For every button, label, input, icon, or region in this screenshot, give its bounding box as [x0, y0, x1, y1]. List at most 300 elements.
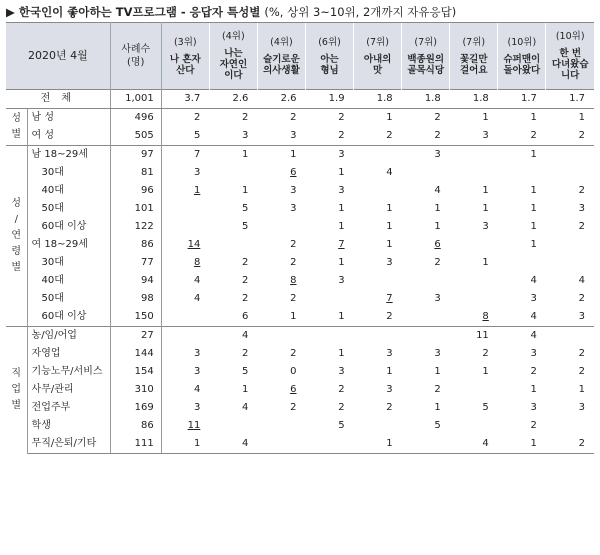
table-cell	[209, 399, 257, 417]
cell-value: 2	[242, 293, 249, 304]
row-label: 자영업	[27, 345, 110, 363]
cell-value: 2	[434, 384, 441, 395]
table-cell	[257, 182, 305, 200]
table-cell	[305, 127, 353, 146]
cell-value: 1	[338, 311, 345, 322]
group-label-char: 별	[11, 400, 22, 412]
table-cell	[354, 363, 402, 381]
cell-value: 1	[434, 203, 441, 214]
cell-value: 1	[242, 149, 249, 160]
table-row	[6, 236, 594, 254]
table-cell	[161, 254, 209, 272]
table-cell	[402, 363, 450, 381]
cell-value: 3	[290, 130, 297, 141]
row-label: 남 18~29세	[27, 146, 110, 165]
table-cell	[402, 200, 450, 218]
cell-value: 2	[530, 130, 537, 141]
sample-size-label: 사례수	[121, 44, 151, 55]
table-cell	[354, 399, 402, 417]
table-cell	[354, 327, 402, 346]
table-cell	[209, 308, 257, 327]
table-cell	[161, 363, 209, 381]
row-label: 30대	[27, 254, 110, 272]
table-cell	[546, 381, 594, 399]
cell-value: 1	[386, 221, 393, 232]
row-label: 여 18~29세	[27, 236, 110, 254]
cell-value: 1	[338, 203, 345, 214]
cell-value: 8	[193, 257, 201, 268]
table-cell	[450, 127, 498, 146]
table-cell	[546, 127, 594, 146]
total-label: 전 체	[6, 90, 110, 109]
cell-value: 1	[530, 203, 537, 214]
cell-value: 3	[193, 402, 201, 413]
table-cell	[209, 435, 257, 454]
table-cell: 1.7	[498, 90, 546, 109]
table-cell	[354, 127, 402, 146]
table-cell	[450, 254, 498, 272]
cell-value: 1	[386, 438, 393, 449]
table-cell	[257, 399, 305, 417]
cell-value: 3	[338, 185, 345, 196]
table-cell	[209, 254, 257, 272]
row-label: 기능노무/서비스	[27, 363, 110, 381]
cell-value: 6	[242, 311, 249, 322]
table-cell	[498, 109, 546, 128]
table-cell	[305, 182, 353, 200]
table-cell	[402, 254, 450, 272]
table-cell	[354, 164, 402, 182]
table-cell	[498, 327, 546, 346]
table-cell	[450, 218, 498, 236]
group-label-char: 별	[11, 262, 22, 273]
table-cell	[546, 345, 594, 363]
page-title	[6, 4, 456, 20]
table-cell	[546, 146, 594, 165]
table-cell	[209, 146, 257, 165]
table-cell	[498, 363, 546, 381]
cell-value: 1	[482, 257, 489, 268]
row-label: 30대	[27, 164, 110, 182]
table-cell	[498, 127, 546, 146]
cell-value: 2	[578, 438, 585, 449]
program-header: (6위) 아는 형님	[305, 23, 353, 90]
cell-value: 4	[530, 330, 537, 341]
table-cell	[257, 218, 305, 236]
cell-value: 1	[193, 185, 201, 196]
table-cell	[498, 200, 546, 218]
table-body	[6, 90, 594, 454]
sample-size-unit: (명)	[126, 57, 145, 68]
table-cell	[161, 290, 209, 308]
cell-value: 1	[530, 384, 537, 395]
cell-value: 1	[482, 112, 489, 123]
table-cell	[161, 182, 209, 200]
row-label: 사무/관리	[27, 381, 110, 399]
cell-value: 4	[530, 311, 537, 322]
table-cell	[257, 254, 305, 272]
results-table	[6, 22, 594, 454]
table-cell	[498, 146, 546, 165]
table-cell	[257, 272, 305, 290]
table-cell	[305, 290, 353, 308]
table-cell	[354, 182, 402, 200]
sample-size: 77	[110, 254, 161, 272]
table-cell	[450, 363, 498, 381]
cell-value: 3	[242, 130, 249, 141]
group-label-char: 업	[11, 384, 22, 396]
table-cell	[450, 272, 498, 290]
cell-value: 2	[578, 366, 585, 377]
table-cell	[305, 345, 353, 363]
cell-value: 4	[434, 185, 441, 196]
cell-value: 3	[434, 149, 441, 160]
table-cell	[305, 399, 353, 417]
table-cell: 3.7	[161, 90, 209, 109]
table-cell	[450, 345, 498, 363]
table-cell	[305, 109, 353, 128]
program-header: (7위) 백종원의 골목식당	[402, 23, 450, 90]
cell-value: 3	[530, 348, 537, 359]
table-cell	[305, 236, 353, 254]
table-row	[6, 290, 594, 308]
table-row	[6, 417, 594, 435]
cell-value: 4	[242, 438, 249, 449]
table-row	[6, 272, 594, 290]
table-row	[6, 218, 594, 236]
table-cell	[498, 164, 546, 182]
cell-value: 6	[434, 239, 441, 250]
cell-value: 1	[338, 221, 345, 232]
cell-value: 1	[530, 239, 537, 250]
table-cell	[354, 254, 402, 272]
table-cell	[450, 200, 498, 218]
table-cell: 1.8	[450, 90, 498, 109]
table-row	[6, 381, 594, 399]
table-cell	[305, 308, 353, 327]
table-cell	[402, 109, 450, 128]
table-cell	[546, 218, 594, 236]
cell-value: 1	[482, 366, 489, 377]
table-cell	[257, 435, 305, 454]
cell-value: 4	[193, 384, 201, 395]
table-cell	[546, 254, 594, 272]
cell-value: 1	[386, 203, 393, 214]
table-cell	[498, 182, 546, 200]
table-cell	[354, 345, 402, 363]
table-row	[6, 327, 594, 346]
table-row	[6, 254, 594, 272]
table-cell	[450, 236, 498, 254]
table-row	[6, 182, 594, 200]
table-cell	[161, 272, 209, 290]
table-cell	[354, 435, 402, 454]
cell-value: 2	[242, 348, 249, 359]
group-label-char: 직	[11, 368, 22, 380]
table-cell	[402, 272, 450, 290]
cell-value: 2	[338, 402, 345, 413]
cell-value: 1	[242, 185, 249, 196]
cell-value: 2	[290, 402, 297, 413]
table-cell	[402, 218, 450, 236]
table-cell	[402, 435, 450, 454]
table-cell	[546, 327, 594, 346]
program-header: (7위) 아내의 맛	[354, 23, 402, 90]
table-cell	[305, 146, 353, 165]
cell-value: 5	[482, 402, 489, 413]
sample-size: 144	[110, 345, 161, 363]
cell-value: 3	[482, 221, 489, 232]
cell-value: 2	[290, 239, 297, 250]
cell-value: 4	[242, 402, 249, 413]
cell-value: 1	[290, 149, 297, 160]
table-cell	[209, 236, 257, 254]
table-cell	[546, 417, 594, 435]
cell-value: 3	[193, 348, 201, 359]
row-label: 60대 이상	[27, 218, 110, 236]
table-cell: 1.8	[354, 90, 402, 109]
table-cell	[402, 399, 450, 417]
table-cell	[354, 200, 402, 218]
table-cell	[498, 218, 546, 236]
cell-value: 2	[338, 130, 345, 141]
table-cell	[546, 363, 594, 381]
cell-value: 2	[578, 348, 585, 359]
cell-value: 2	[386, 311, 393, 322]
sample-size: 101	[110, 200, 161, 218]
table-cell	[402, 417, 450, 435]
cell-value: 14	[187, 239, 201, 250]
table-cell	[257, 417, 305, 435]
sample-size: 27	[110, 327, 161, 346]
table-cell	[161, 164, 209, 182]
table-cell: 2.6	[257, 90, 305, 109]
cell-value: 1	[338, 167, 345, 178]
table-cell	[450, 435, 498, 454]
table-cell	[257, 200, 305, 218]
cell-value: 2	[578, 293, 585, 304]
table-cell	[450, 109, 498, 128]
table-cell	[402, 127, 450, 146]
program-header: (10위) 슈퍼맨이 돌아왔다	[498, 23, 546, 90]
table-cell	[546, 109, 594, 128]
table-cell	[305, 164, 353, 182]
table-cell	[209, 200, 257, 218]
row-label: 40대	[27, 182, 110, 200]
sample-size-header	[110, 23, 161, 90]
row-label: 남 성	[27, 109, 110, 128]
sample-size: 1,001	[110, 90, 161, 109]
table-cell	[257, 363, 305, 381]
cell-value: 4	[578, 275, 585, 286]
total-row	[6, 90, 594, 109]
table-cell	[161, 127, 209, 146]
table-cell	[498, 308, 546, 327]
cell-value: 3	[338, 149, 345, 160]
sample-size: 496	[110, 109, 161, 128]
cell-value: 11	[187, 420, 201, 431]
table-cell	[450, 290, 498, 308]
cell-value: 2	[434, 130, 441, 141]
cell-value: 3	[434, 348, 441, 359]
cell-value: 1	[386, 366, 393, 377]
cell-value: 2	[578, 130, 585, 141]
table-cell	[546, 290, 594, 308]
sample-size: 96	[110, 182, 161, 200]
cell-value: 3	[338, 275, 345, 286]
table-cell	[305, 218, 353, 236]
sample-size: 111	[110, 435, 161, 454]
cell-value: 3	[578, 311, 585, 322]
table-cell	[498, 381, 546, 399]
program-header: (10위) 한 번 다녀왔습 니다	[546, 23, 594, 90]
cell-value: 1	[530, 149, 537, 160]
table-cell: 2.6	[209, 90, 257, 109]
table-cell	[305, 381, 353, 399]
cell-value: 6	[290, 384, 297, 395]
table-cell	[450, 399, 498, 417]
program-header: (4위) 나는 자연인 이다	[209, 23, 257, 90]
sample-size: 94	[110, 272, 161, 290]
cell-value: 2	[338, 112, 345, 123]
table-cell	[305, 327, 353, 346]
table-cell	[161, 218, 209, 236]
cell-value: 2	[290, 112, 297, 123]
table-cell	[305, 435, 353, 454]
cell-value: 2	[290, 293, 297, 304]
table-cell	[498, 399, 546, 417]
cell-value: 7	[338, 239, 345, 250]
cell-value: 2	[290, 348, 297, 359]
sample-size: 98	[110, 290, 161, 308]
cell-value: 2	[578, 221, 585, 232]
cell-value: 2	[434, 257, 441, 268]
sample-size: 122	[110, 218, 161, 236]
cell-value: 5	[434, 420, 441, 431]
table-cell	[498, 345, 546, 363]
cell-value: 1	[242, 384, 249, 395]
table-row	[6, 164, 594, 182]
table-row	[6, 399, 594, 417]
table-cell	[402, 345, 450, 363]
table-cell	[354, 381, 402, 399]
cell-value: 2	[242, 112, 249, 123]
cell-value: 5	[193, 130, 201, 141]
table-cell	[305, 200, 353, 218]
table-cell	[209, 127, 257, 146]
sample-size: 154	[110, 363, 161, 381]
cell-value: 3	[386, 348, 393, 359]
table-cell	[546, 272, 594, 290]
cell-value: 2	[193, 112, 201, 123]
table-cell	[498, 435, 546, 454]
row-label: 농/임/어업	[27, 327, 110, 346]
table-row	[6, 435, 594, 454]
cell-value: 1	[482, 185, 489, 196]
cell-value: 5	[242, 366, 249, 377]
table-row	[6, 127, 594, 146]
row-label: 학생	[27, 417, 110, 435]
table-cell: 1.7	[546, 90, 594, 109]
table-cell	[498, 417, 546, 435]
group-label-char: 령	[11, 246, 22, 257]
group-label-char: /	[14, 214, 18, 225]
sample-size: 310	[110, 381, 161, 399]
table-cell	[161, 381, 209, 399]
table-cell	[209, 272, 257, 290]
table-cell	[257, 290, 305, 308]
cell-value: 0	[290, 366, 297, 377]
program-header: (4위) 슬기로운 의사생활	[257, 23, 305, 90]
row-label: 50대	[27, 200, 110, 218]
table-cell	[450, 182, 498, 200]
table-row	[6, 109, 594, 128]
cell-value: 3	[290, 185, 297, 196]
cell-value: 1	[338, 348, 345, 359]
table-cell	[161, 327, 209, 346]
table-cell	[209, 290, 257, 308]
cell-value: 1	[482, 203, 489, 214]
table-row	[6, 363, 594, 381]
table-cell	[257, 146, 305, 165]
sample-size: 169	[110, 399, 161, 417]
cell-value: 4	[193, 275, 201, 286]
cell-value: 4	[482, 438, 489, 449]
table-cell	[305, 254, 353, 272]
cell-value: 3	[193, 167, 201, 178]
cell-value: 3	[482, 130, 489, 141]
row-label: 무직/은퇴/기타	[27, 435, 110, 454]
row-label: 60대 이상	[27, 308, 110, 327]
table-cell	[546, 399, 594, 417]
group-label-char: 별	[11, 129, 22, 140]
table-cell	[450, 381, 498, 399]
table-cell	[402, 381, 450, 399]
cell-value: 1	[338, 257, 345, 268]
table-cell: 1.9	[305, 90, 353, 109]
table-cell	[305, 363, 353, 381]
title-main: ▶ 한국인이 좋아하는 TV프로그램 - 응답자 특성별	[6, 5, 261, 19]
table-cell	[161, 399, 209, 417]
cell-value: 2	[338, 384, 345, 395]
cell-value: 8	[290, 275, 297, 286]
cell-value: 1	[434, 221, 441, 232]
table-cell	[498, 254, 546, 272]
table-row	[6, 308, 594, 327]
table-cell: 1.8	[402, 90, 450, 109]
cell-value: 1	[530, 185, 537, 196]
cell-value: 2	[242, 257, 249, 268]
table-cell	[546, 435, 594, 454]
group-label-char: 성	[11, 113, 22, 124]
header-row	[6, 23, 594, 90]
group-label	[6, 146, 27, 327]
title-subtitle: (%, 상위 3~10위, 2개까지 자유응답)	[264, 5, 457, 19]
table-cell	[209, 381, 257, 399]
table-cell	[354, 308, 402, 327]
table-cell	[354, 218, 402, 236]
table-cell	[209, 218, 257, 236]
table-cell	[161, 345, 209, 363]
group-label-char: 성	[11, 198, 22, 209]
table-cell	[402, 146, 450, 165]
table-cell	[209, 327, 257, 346]
cell-value: 1	[193, 438, 201, 449]
cell-value: 2	[242, 275, 249, 286]
program-header: (3위) 나 혼자 산다	[161, 23, 209, 90]
row-label: 40대	[27, 272, 110, 290]
table-cell	[498, 290, 546, 308]
